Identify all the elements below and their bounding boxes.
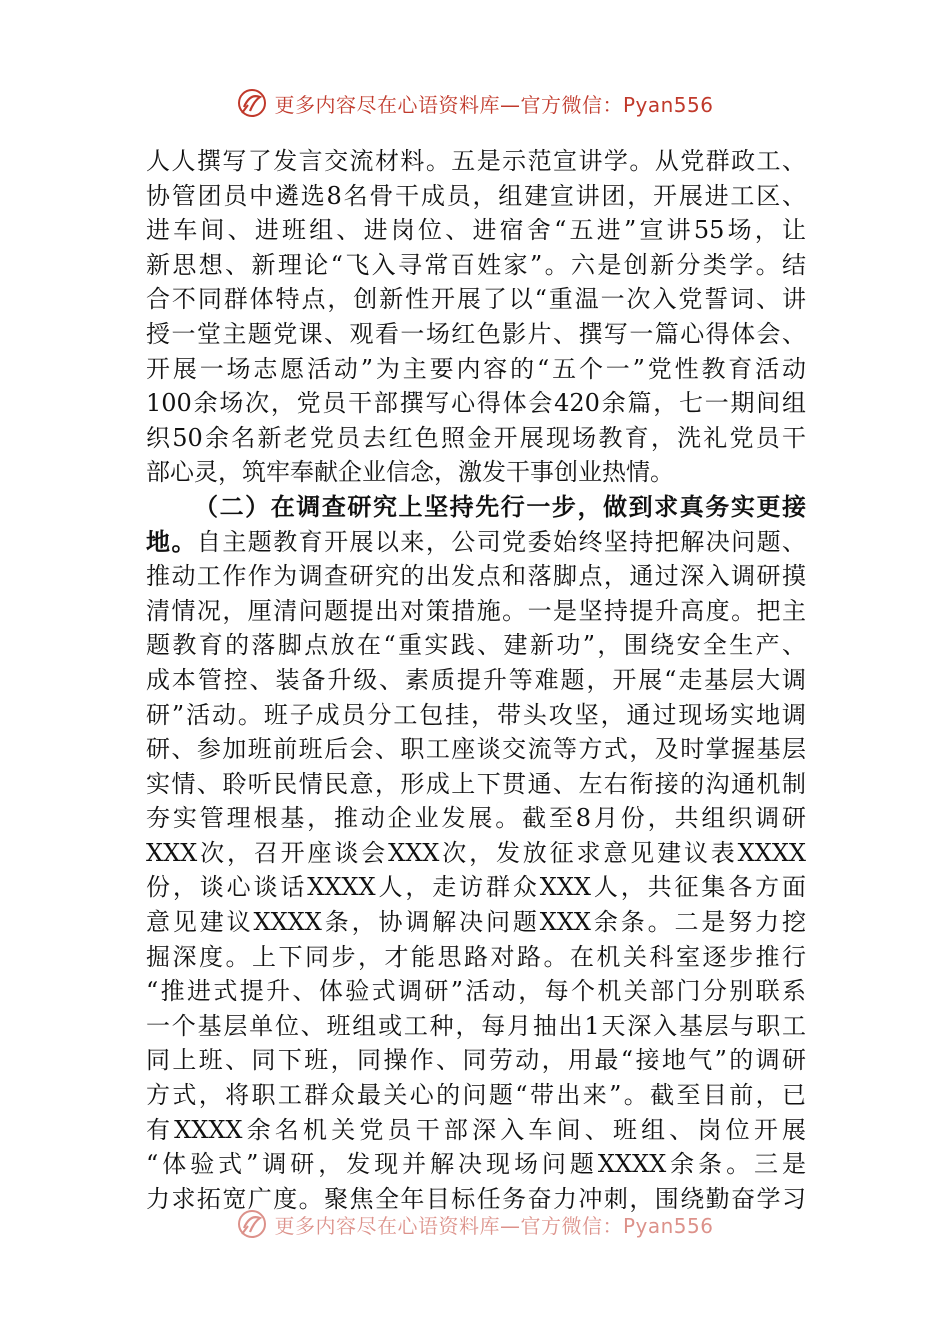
text-line: “推进式提升、体验式调研”活动，每个机关部门分别联系 [146,977,806,1006]
text-line: 题教育的落脚点放在“重实践、建新功”，围绕安全生产、 [146,631,806,660]
text-line: 有XXXX余名机关党员干部深入车间、班组、岗位开展 [146,1115,806,1144]
text-line: 授一堂主题党课、观看一场红色影片、撰写一篇心得体会、 [146,319,806,348]
text-line: 100余场次，党员干部撰写心得体会420余篇，七一期间组 [146,389,806,418]
text-line: XXX次，召开座谈会XXX次，发放征求意见建议表XXXX [146,838,806,867]
text-line: 进车间、进班组、进岗位、进宿舍“五进”宣讲55场，让 [146,216,806,245]
watermark-text: 更多内容尽在心语资料库—官方微信：Pyan556 [274,1213,714,1238]
text-span: 自主题教育开展以来，公司党委始终坚持把解决问题、 [196,527,807,556]
watermark-header [0,83,950,123]
watermark-logo-icon [236,1208,268,1240]
section-heading: （二）在调查研究上坚持先行一步，做到求真务实更接 [194,491,806,521]
text-line: 成本管控、装备升级、素质提升等难题，开展“走基层大调 [146,665,806,694]
text-line: 意见建议XXXX条，协调解决问题XXX余条。二是努力挖 [146,908,806,937]
section-heading-end: 地。 [146,526,197,556]
text-line: 开展一场志愿活动”为主要内容的“五个一”党性教育活动 [146,354,806,383]
text-line: 力求拓宽广度。聚焦全年目标任务奋力冲刺，围绕勤奋学习 [146,1184,806,1213]
text-line: 夯实管理根基，推动企业发展。截至8月份，共组织调研 [146,804,806,833]
text-line: 实情、聆听民情民意，形成上下贯通、左右衔接的沟通机制 [146,769,806,798]
text-line: 合不同群体特点，创新性开展了以“重温一次入党誓词、讲 [146,285,806,314]
text-line: 新思想、新理论“飞入寻常百姓家”。六是创新分类学。结 [146,250,806,279]
paragraph-section-two [146,490,806,1216]
text-line: 同上班、同下班，同操作、同劳动，用最“接地气”的调研 [146,1046,806,1075]
text-line: 份，谈心谈话XXXX人，走访群众XXX人，共征集各方面 [146,873,806,902]
text-line: 人人撰写了发言交流材料。五是示范宣讲学。从党群政工、 [146,147,806,175]
text-line: 研、参加班前班后会、职工座谈交流等方式，及时掌握基层 [146,735,806,764]
text-line: 清情况，厘清问题提出对策措施。一是坚持提升高度。把主 [146,596,806,625]
text-line: 研”活动。班子成员分工包挂，带头攻坚，通过现场实地调 [146,700,806,729]
text-line: “体验式”调研，发现并解决现场问题XXXX余条。三是 [146,1150,806,1179]
text-line: 协管团员中遴选8名骨干成员，组建宣讲团，开展进工区、 [146,181,806,210]
text-line [146,525,806,560]
text-line: 掘深度。上下同步，才能思路对路。在机关科室逐步推行 [146,942,806,971]
text-line: 推动工作作为调查研究的出发点和落脚点，通过深入调研摸 [146,562,806,591]
text-line: 一个基层单位、班组或工种，每月抽出1天深入基层与职工 [146,1011,806,1040]
text-line: 部心灵，筑牢奉献企业信念，激发干事创业热情。 [146,458,674,487]
text-line: 方式，将职工群众最关心的问题“带出来”。截至目前，已 [146,1081,806,1110]
watermark-text: 更多内容尽在心语资料库—官方微信：Pyan556 [274,92,714,117]
watermark-logo-icon [236,87,268,119]
watermark-footer [0,1204,950,1244]
text-line: 织50余名新老党员去红色照金开展现场教育，洗礼党员干 [146,423,806,452]
paragraph-continuation [146,144,806,490]
document-body [146,144,806,1216]
